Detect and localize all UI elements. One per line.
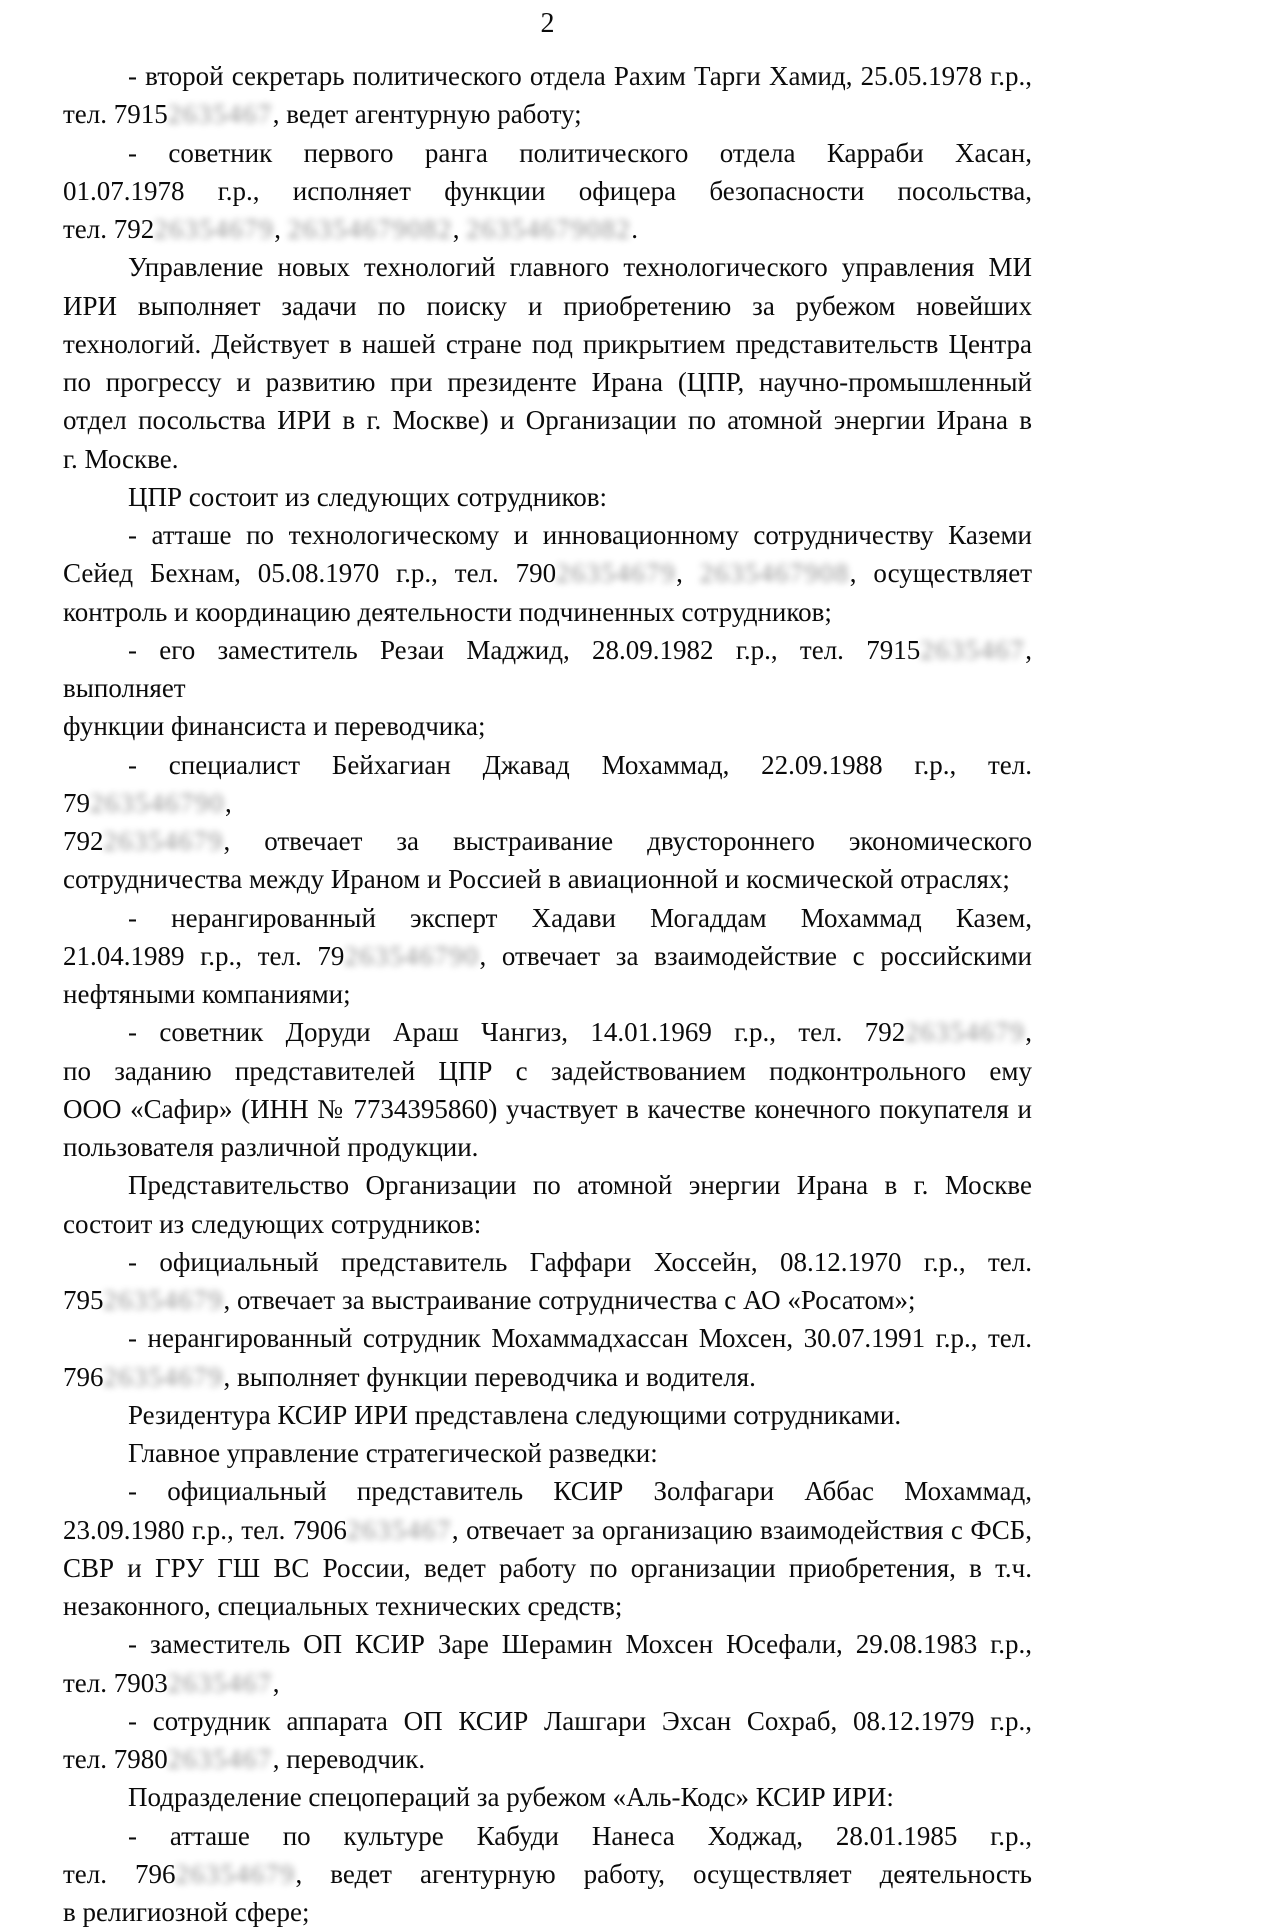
text-run: - специалист Бейхагиан Джавад Мохаммад, 22.09.1988 г.р., тел. 79 <box>63 750 1032 818</box>
text-line <box>63 134 1032 172</box>
text-line <box>63 1205 1032 1243</box>
text-run: в религиозной сфере; <box>63 1897 310 1927</box>
text-run: Управление новых технологий главного технологического управления МИ <box>128 252 1032 282</box>
text-run: , ведет агентурную работу; <box>273 99 582 129</box>
text-run: ИРИ выполняет задачи по поиску и приобретению за рубежом новейших <box>63 291 1032 321</box>
text-run: тел. 796 <box>63 1859 176 1889</box>
paragraph <box>63 1472 1032 1625</box>
paragraph <box>63 1434 1032 1472</box>
text-run: ЦПР состоит из следующих сотрудников: <box>128 482 607 512</box>
text-run: - нерангированный эксперт Хадави Могаддам Мохаммад Казем, <box>128 903 1032 933</box>
text-line <box>63 440 1032 478</box>
paragraph <box>63 1778 1032 1816</box>
text-run: тел. 7915 <box>63 99 168 129</box>
redacted-phone-digits: 263546790 <box>344 941 479 971</box>
text-run: тел. 7903 <box>63 1668 168 1698</box>
paragraph <box>63 1396 1032 1434</box>
text-line <box>63 478 1032 516</box>
text-run: г. Москве. <box>63 444 178 474</box>
paragraph <box>63 1013 1032 1166</box>
redacted-phone-digits: 2635467 <box>168 1668 273 1698</box>
text-run: по заданию представителей ЦПР с задействованием подконтрольного ему <box>63 1056 1032 1086</box>
text-run: , выполняет функции переводчика и водителя. <box>224 1362 756 1392</box>
redacted-phone-digits: 2635467 <box>168 99 273 129</box>
text-run: по прогрессу и развитию при президенте Ирана (ЦПР, научно-промышленный <box>63 367 1032 397</box>
text-run: состоит из следующих сотрудников: <box>63 1209 481 1239</box>
text-line <box>63 401 1032 439</box>
text-run: Представительство Организации по атомной энергии Ирана в г. Москве <box>128 1170 1032 1200</box>
text-run: Подразделение спецопераций за рубежом «Аль-Кодс» КСИР ИРИ: <box>128 1782 894 1812</box>
text-run: - атташе по технологическому и инновационному сотрудничеству Каземи <box>128 520 1032 550</box>
text-line <box>63 1243 1032 1281</box>
text-line <box>63 57 1032 95</box>
paragraph <box>63 1243 1032 1320</box>
paragraph <box>63 134 1032 249</box>
text-line <box>63 1664 1032 1702</box>
text-line <box>63 1893 1032 1931</box>
text-line <box>63 1855 1032 1893</box>
redacted-phone-digits: 26354679082 <box>466 214 631 244</box>
text-line <box>63 287 1032 325</box>
paragraph <box>63 248 1032 478</box>
text-run: незаконного, специальных технических средств; <box>63 1591 622 1621</box>
text-line <box>63 937 1032 975</box>
text-line <box>63 1128 1032 1166</box>
redacted-phone-digits: 2635467 <box>347 1515 452 1545</box>
text-line <box>63 1702 1032 1740</box>
text-run: , отвечает за выстраивание сотрудничества с АО «Росатом»; <box>224 1285 916 1315</box>
text-run: нефтяными компаниями; <box>63 979 351 1009</box>
text-run: отдел посольства ИРИ в г. Москве) и Организации по атомной энергии Ирана в <box>63 405 1032 435</box>
text-run: , отвечает за организацию взаимодействия с ФСБ, <box>452 1515 1032 1545</box>
text-line <box>63 1319 1032 1357</box>
text-run: , <box>453 214 467 244</box>
text-line <box>63 1090 1032 1128</box>
text-run: Резидентура КСИР ИРИ представлена следующими сотрудниками. <box>128 1400 901 1430</box>
text-run: , ведет агентурную работу, осуществляет деятельность <box>296 1859 1033 1889</box>
text-line <box>63 95 1032 133</box>
text-line <box>63 1778 1032 1816</box>
text-run: , <box>676 558 700 588</box>
text-run: . <box>631 214 638 244</box>
text-run: - официальный представитель Гаффари Хоссейн, 08.12.1970 г.р., тел. <box>128 1247 1032 1277</box>
text-line <box>63 210 1032 248</box>
text-run: пользователя различной продукции. <box>63 1132 478 1162</box>
paragraph <box>63 899 1032 1014</box>
paragraph <box>63 1166 1032 1243</box>
text-run: , осуществляет <box>850 558 1032 588</box>
text-run: , переводчик. <box>273 1744 425 1774</box>
text-run: СВР и ГРУ ГШ ВС России, ведет работу по организации приобретения, в т.ч. <box>63 1553 1032 1583</box>
text-run: - советник первого ранга политического отдела Карраби Хасан, <box>128 138 1032 168</box>
text-line <box>63 975 1032 1013</box>
text-run: , выполняет <box>63 635 1032 703</box>
text-run: - официальный представитель КСИР Золфагари Аббас Мохаммад, <box>128 1476 1032 1506</box>
text-run: - второй секретарь политического отдела Рахим Тарги Хамид, 25.05.1978 г.р., <box>128 61 1032 91</box>
text-run: , <box>1025 1017 1032 1047</box>
text-run: Главное управление стратегической разведки: <box>128 1438 658 1468</box>
text-line <box>63 1472 1032 1510</box>
text-line <box>63 516 1032 554</box>
redacted-phone-digits: 26354679082 <box>288 214 453 244</box>
text-run: 796 <box>63 1362 104 1392</box>
text-line <box>63 1625 1032 1663</box>
text-run: технологий. Действует в нашей стране под прикрытием представительств Центра <box>63 329 1032 359</box>
document-body <box>63 57 1032 1931</box>
page-number: 2 <box>63 5 1032 43</box>
redacted-phone-digits: 26354679 <box>104 826 224 856</box>
text-run: 01.07.1978 г.р., исполняет функции офицера безопасности посольства, <box>63 176 1032 206</box>
text-line <box>63 1396 1032 1434</box>
text-line <box>63 631 1032 708</box>
text-line <box>63 860 1032 898</box>
paragraph <box>63 516 1032 631</box>
text-line <box>63 1434 1032 1472</box>
text-run: - советник Доруди Араш Чангиз, 14.01.1969 г.р., тел. 792 <box>128 1017 905 1047</box>
paragraph <box>63 1625 1032 1702</box>
text-line <box>63 1511 1032 1549</box>
text-line <box>63 1013 1032 1051</box>
text-run: , отвечает за выстраивание двустороннего экономического <box>224 826 1033 856</box>
text-line <box>63 1281 1032 1319</box>
paragraph <box>63 1319 1032 1396</box>
paragraph <box>63 57 1032 134</box>
text-line <box>63 822 1032 860</box>
text-run: ООО «Сафир» (ИНН № 7734395860) участвует в качестве конечного покупателя и <box>63 1094 1032 1124</box>
text-line <box>63 1587 1032 1625</box>
text-run: - сотрудник аппарата ОП КСИР Лашгари Эхсан Сохраб, 08.12.1979 г.р., <box>128 1706 1032 1736</box>
text-run: , отвечает за взаимодействие с российскими <box>479 941 1032 971</box>
text-line <box>63 172 1032 210</box>
text-run: 21.04.1989 г.р., тел. 79 <box>63 941 344 971</box>
text-line <box>63 593 1032 631</box>
text-run: 795 <box>63 1285 104 1315</box>
redacted-phone-digits: 26354679 <box>556 558 676 588</box>
redacted-phone-digits: 26354679 <box>176 1859 296 1889</box>
paragraph <box>63 746 1032 899</box>
text-run: - нерангированный сотрудник Мохаммадхассан Мохсен, 30.07.1991 г.р., тел. <box>128 1323 1032 1353</box>
paragraph <box>63 1702 1032 1779</box>
text-line <box>63 1740 1032 1778</box>
redacted-phone-digits: 26354679 <box>905 1017 1025 1047</box>
text-line <box>63 248 1032 286</box>
text-line <box>63 1166 1032 1204</box>
text-line <box>63 363 1032 401</box>
text-run: , <box>274 214 288 244</box>
text-line <box>63 1358 1032 1396</box>
text-run: контроль и координацию деятельности подчиненных сотрудников; <box>63 597 832 627</box>
text-line <box>63 1817 1032 1855</box>
text-line <box>63 1052 1032 1090</box>
text-run: , <box>225 788 232 818</box>
text-run: Сейед Бехнам, 05.08.1970 г.р., тел. 790 <box>63 558 556 588</box>
text-run: - его заместитель Резаи Маджид, 28.09.1982 г.р., тел. 7915 <box>128 635 920 665</box>
text-run: функции финансиста и переводчика; <box>63 711 485 741</box>
redacted-phone-digits: 2635467 <box>168 1744 273 1774</box>
redacted-phone-digits: 26354679 <box>104 1362 224 1392</box>
redacted-phone-digits: 2635467 <box>920 635 1025 665</box>
paragraph <box>63 1817 1032 1931</box>
text-run: 23.09.1980 г.р., тел. 7906 <box>63 1515 347 1545</box>
text-run: - заместитель ОП КСИР Заре Шерамин Мохсен Юсефали, 29.08.1983 г.р., <box>128 1629 1032 1659</box>
text-line <box>63 707 1032 745</box>
text-line <box>63 325 1032 363</box>
text-line <box>63 1549 1032 1587</box>
text-line <box>63 554 1032 592</box>
redacted-phone-digits: 2635467908 <box>700 558 850 588</box>
text-line <box>63 899 1032 937</box>
text-run: тел. 7980 <box>63 1744 168 1774</box>
text-run: 792 <box>63 826 104 856</box>
paragraph <box>63 631 1032 746</box>
redacted-phone-digits: 26354679 <box>104 1285 224 1315</box>
text-run: - атташе по культуре Кабуди Нанеса Ходжад, 28.01.1985 г.р., <box>128 1821 1032 1851</box>
text-line <box>63 746 1032 823</box>
text-run: , <box>273 1668 280 1698</box>
redacted-phone-digits: 26354679 <box>154 214 274 244</box>
text-run: сотрудничества между Ираном и Россией в авиационной и космической отраслях; <box>63 864 1010 894</box>
paragraph <box>63 478 1032 516</box>
text-run: тел. 792 <box>63 214 154 244</box>
redacted-phone-digits: 263546790 <box>90 788 225 818</box>
